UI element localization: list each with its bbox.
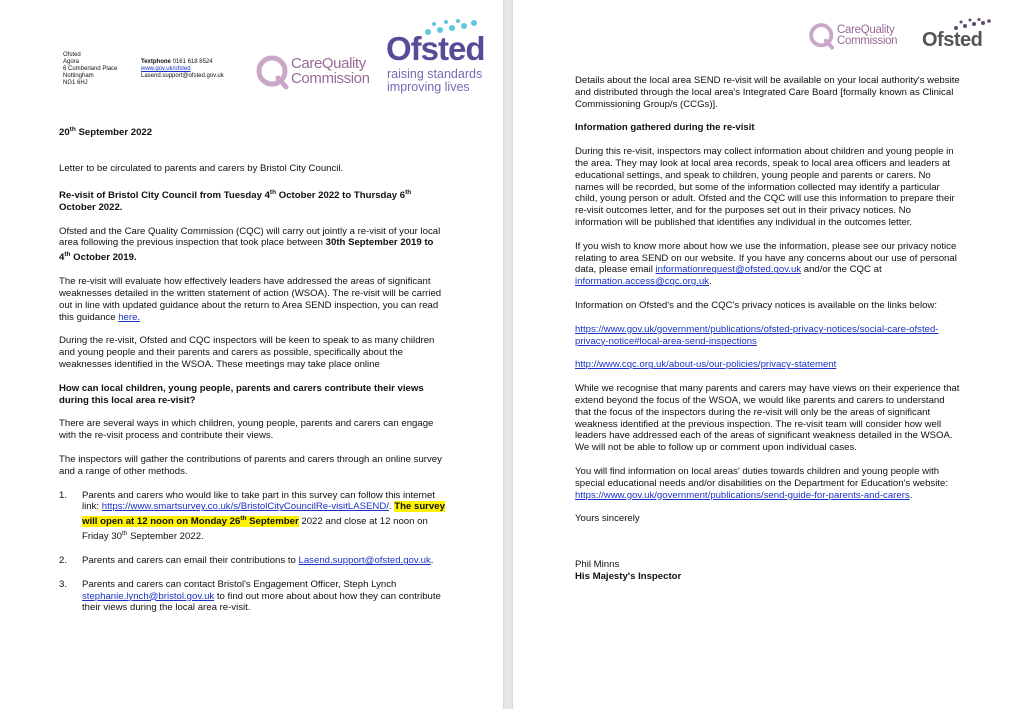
paragraph-details: Details about the local area SEND re-visit will be available on your local authority's website and distributed through the local area's Integrated Care Board [formally known as Clinical Commissioning Group/s (CCGs)]. bbox=[575, 75, 960, 110]
address-postcode: NG1 6HJ bbox=[63, 80, 88, 86]
address-org: Ofsted bbox=[63, 52, 81, 58]
cqc-logo-line1: CareQuality bbox=[837, 24, 895, 36]
ofsted-logo-name: Ofsted bbox=[922, 29, 983, 51]
paragraph-survey: The inspectors will gather the contributions of parents and carers through an online survey and a range of other methods. bbox=[59, 453, 442, 477]
signature-name: Phil Minns bbox=[575, 559, 620, 571]
address-line1: Agora bbox=[63, 59, 80, 65]
contact-block bbox=[141, 59, 224, 80]
paragraph-meetings: During the re-visit, Ofsted and CQC inspectors will be keen to speak to as many children and young people and their parents and carers as possible, specifically about the weaknesses identified in the WSOA. These meetings may take place online bbox=[59, 335, 435, 370]
cqc-logo-line2: Commission bbox=[291, 70, 370, 87]
paragraph-send-guide: You will find information on local areas' duties towards children and young people with special educational needs and/or disabilities on the Department for Education's website: https://www.gov.uk/government/publications/send-guide-for-parents-and-carers. bbox=[575, 465, 949, 501]
engagement-officer-email-link[interactable]: stephanie.lynch@bristol.gov.uk bbox=[82, 590, 215, 602]
send-guide-link[interactable]: https://www.gov.uk/government/publications/send-guide-for-parents-and-carers bbox=[575, 489, 910, 501]
address-line2: 6 Cumberland Place bbox=[63, 66, 118, 72]
ofsted-privacy-link-para bbox=[575, 324, 961, 348]
cqc-logo bbox=[255, 52, 377, 92]
closing-text: Yours sincerely bbox=[575, 513, 640, 525]
phone-number: 0161 618 8524 bbox=[172, 59, 213, 65]
ofsted-info-request-email-link[interactable]: informationrequest@ofsted.gov.uk bbox=[655, 264, 802, 276]
ofsted-tagline-1: raising standards bbox=[387, 67, 483, 81]
cqc-logo-icon bbox=[255, 54, 291, 90]
address-city: Nottingham bbox=[63, 73, 94, 79]
paragraph-evaluation: The re-visit will evaluate how effectively leaders have addressed the areas of significant weaknesses detailed in the written statement of action (WSOA). The re-visit will be carried out in line with updated guidance about the return to Area SEND inspection, you can read this guidance here. bbox=[59, 276, 442, 323]
ofsted-privacy-link[interactable]: https://www.gov.uk/government/publications/ofsted-privacy-notices/social-care-ofsted-privacy-notice#local-area-send-inspections bbox=[575, 323, 939, 347]
contribution-list bbox=[59, 489, 445, 615]
cqc-logo-small bbox=[808, 20, 908, 52]
paragraph-inspection: Ofsted and the Care Quality Commission (CQC) will carry out jointly a re-visit of your local area following the previous inspection that took place between 30th September 2019 to 4th October 2019. bbox=[59, 225, 441, 264]
address-block bbox=[63, 52, 117, 87]
revisit-heading: Re-visit of Bristol City Council from Tuesday 4th October 2022 to Thursday 6th October 2022. bbox=[59, 188, 412, 213]
ofsted-tagline-2: improving lives bbox=[387, 80, 470, 94]
signature-title: His Majesty's Inspector bbox=[575, 570, 682, 582]
ofsted-logo-name: Ofsted bbox=[386, 30, 485, 67]
guidance-link[interactable]: here. bbox=[118, 311, 141, 323]
letter-date: 20th September 2022 bbox=[59, 126, 153, 139]
phone-label: Textphone bbox=[141, 59, 171, 65]
ofsted-logo bbox=[386, 18, 486, 96]
survey-link[interactable]: https://www.smartsurvey.co.uk/s/BristolCityCouncilRe-visitLASEND/ bbox=[101, 501, 389, 513]
letter-page-1 bbox=[0, 0, 503, 709]
paragraph-privacy: If you wish to know more about how we use the information, please see our privacy notice relating to area SEND on our website. If you have any concerns about our use of personal data, please email informationrequest@ofsted.gov.uk and/or the CQC at information.access@cqc.org.uk. bbox=[575, 240, 957, 288]
information-heading: Information gathered during the re-visit bbox=[575, 122, 755, 134]
cqc-logo-icon bbox=[808, 22, 836, 50]
cqc-info-access-email-link[interactable]: information.access@cqc.org.uk bbox=[575, 276, 709, 288]
cqc-privacy-link-para bbox=[575, 359, 961, 371]
cqc-logo-line1: CareQuality bbox=[291, 55, 366, 72]
cqc-privacy-link[interactable]: http://www.cqc.org.uk/about-us/our-policies/privacy-statement bbox=[575, 359, 837, 371]
intro-text: Letter to be circulated to parents and carers by Bristol City Council. bbox=[59, 162, 344, 174]
survey-dates-highlight: The survey will open at 12 noon on Monday 26th September bbox=[82, 501, 445, 528]
list-item: 2. Parents and carers can email their contributions to Lasend.support@ofsted.gov.uk. bbox=[59, 555, 434, 567]
paragraph-information: During this re-visit, inspectors may collect information about children and young people in the area. They may look at local area records, speak to local area officers and leaders at educational settings, and speak to children, young people and parents or carers. No names will be recorded, but some of the information collected may identify a particular child, young person or adult. Ofsted and the CQC will use this information to prepare their re-visit outcomes letter, and for the purposes set out in their privacy notices. No information will be published that identifies any individual in the outcomes letter. bbox=[575, 146, 955, 228]
letter-body-1 bbox=[59, 124, 445, 614]
letter-body-2 bbox=[575, 75, 961, 583]
cqc-logo-line2: Commission bbox=[837, 35, 898, 47]
list-item: 1. Parents and carers who would like to take part in this survey can follow this internet link: https://www.smartsurvey.co.uk/s/BristolCityCouncilRe-visitLASEND/. The survey will open at 12 noon on Monday 26th September 2022 and close at 12 noon on Friday 30th September 2022. bbox=[59, 489, 445, 543]
contribute-heading: How can local children, young people, parents and carers contribute their views during this local area re-visit? bbox=[59, 382, 424, 406]
letter-page-2 bbox=[513, 0, 1024, 709]
paragraph-privacy-notices: Information on Ofsted's and the CQC's privacy notices is available on the links below: bbox=[575, 299, 938, 311]
contact-email: Lasend.support@ofsted.gov.uk bbox=[141, 73, 224, 79]
list-item: 3. Parents and carers can contact Bristol's Engagement Officer, Steph Lynch stephanie.lynch@bristol.gov.uk to find out more about about how they can contribute their views during the local area re-visit. bbox=[59, 578, 441, 614]
web-link[interactable]: www.gov.uk/ofsted bbox=[141, 66, 191, 72]
paragraph-ways: There are several ways in which children, young people, parents and carers can engage with the re-visit process and contribute their views. bbox=[59, 418, 434, 442]
lasend-email-link[interactable]: Lasend.support@ofsted.gov.uk bbox=[298, 555, 431, 567]
paragraph-focus: While we recognise that many parents and carers may have views on their experience that extend beyond the focus of the WSOA, we would like parents and carers to understand that the focus of the inspectors during the re-visit will only be the areas of significant weakness identified at the previous inspection. The re-visit team will consider how well leaders have addressed each of the areas of significant weakness detailed in the WSOA. We will not be able to follow up or comment upon individual cases. bbox=[575, 383, 960, 454]
ofsted-logo-small bbox=[922, 18, 994, 54]
